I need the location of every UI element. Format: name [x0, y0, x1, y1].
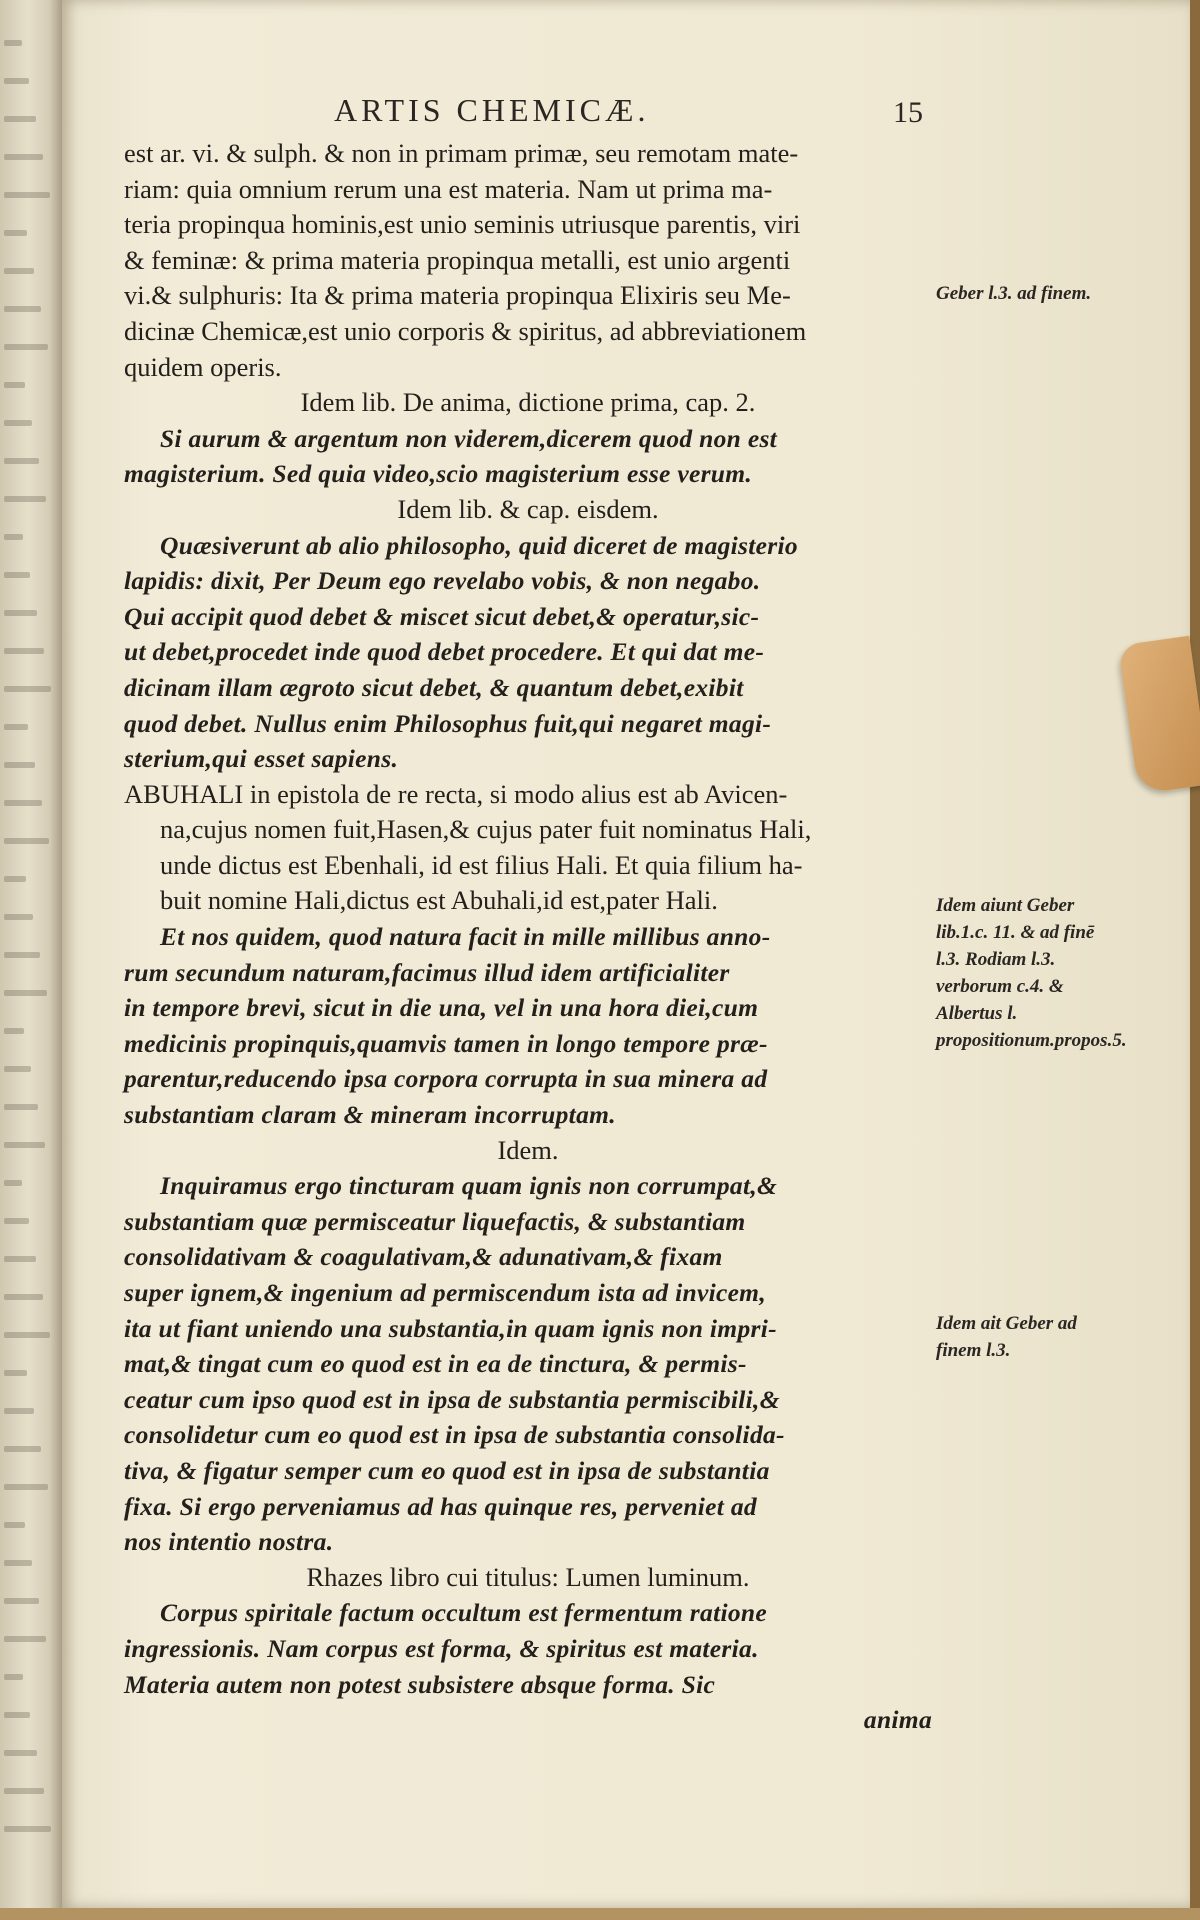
- quote-line: in tempore brevi, sicut in die una, vel in una hora diei,cum: [124, 993, 759, 1023]
- facing-page-text-trace: [4, 724, 28, 730]
- quote-line: sterium,qui esset sapiens.: [124, 744, 399, 774]
- quote-line: consolidetur cum eo quod est in ipsa de substantia consolida-: [124, 1420, 785, 1450]
- quote-line: tiva, & figatur semper cum eo quod est in ipsa de substantia: [124, 1455, 770, 1485]
- facing-page-text-trace: [4, 1484, 48, 1490]
- margin-note: Geber l.3. ad finem.: [936, 283, 1092, 304]
- facing-page-text-trace: [4, 1522, 25, 1528]
- facing-page-text-trace: [4, 1256, 36, 1262]
- quote-line: nos intentio nostra.: [124, 1527, 334, 1557]
- facing-page-text-trace: [4, 458, 39, 464]
- section-heading: Idem lib. & cap. eisdem.: [397, 493, 659, 524]
- text-line: dicinæ Chemicæ,est unio corporis & spiritus, ad abbreviationem: [124, 315, 807, 346]
- facing-page-text-trace: [4, 686, 51, 692]
- margin-note: Idem aiunt Geber lib.1.c. 11. & ad finē l.3. Rodiam l.3. verborum c.4. & Albertus l. propositionum.propos.5.: [936, 895, 1127, 1051]
- quote-line: rum secundum naturam,facimus illud idem artificialiter: [124, 957, 730, 987]
- facing-page-text-trace: [4, 154, 43, 160]
- facing-page-text-trace: [4, 382, 25, 388]
- facing-page-text-trace: [4, 1750, 37, 1756]
- facing-page-text-trace: [4, 1408, 34, 1414]
- facing-page-text-trace: [4, 1104, 38, 1110]
- facing-page-text-trace: [4, 572, 30, 578]
- page-number: 15: [893, 96, 923, 129]
- text-line: na,cujus nomen fuit,Hasen,& cujus pater fuit nominatus Hali,: [160, 814, 812, 845]
- facing-page-text-trace: [4, 344, 48, 350]
- facing-page-text-trace: [4, 1712, 30, 1718]
- facing-page-text-trace: [4, 876, 26, 882]
- text-line: riam: quia omnium rerum una est materia. Nam ut prima ma-: [124, 173, 773, 204]
- facing-page-text-trace: [4, 40, 22, 46]
- quote-line: lapidis: dixit, Per Deum ego revelabo vobis, & non negabo.: [124, 566, 761, 596]
- facing-page-text-trace: [4, 914, 33, 920]
- facing-page-text-trace: [4, 1636, 46, 1642]
- quote-line: quod debet. Nullus enim Philosophus fuit,qui negaret magi-: [124, 708, 772, 738]
- margin-note: Idem ait Geber ad finem l.3.: [936, 1313, 1077, 1361]
- facing-page-text-trace: [4, 496, 46, 502]
- quote-line: Qui accipit quod debet & miscet sicut debet,& operatur,sic-: [124, 601, 760, 631]
- quote-line: magisterium. Sed quia video,scio magisterium esse verum.: [124, 459, 753, 489]
- quote-line: Si aurum & argentum non viderem,dicerem quod non est: [160, 423, 778, 453]
- facing-page-text-trace: [4, 1218, 29, 1224]
- facing-page-text-trace: [4, 648, 44, 654]
- text-line: vi.& sulphuris: Ita & prima materia propinqua Elixiris seu Me-: [124, 280, 791, 311]
- facing-page-text-trace: [4, 306, 41, 312]
- facing-page-text-trace: [4, 230, 27, 236]
- text-line: ABUHALI in epistola de re recta, si modo alius est ab Avicen-: [124, 778, 788, 809]
- facing-page-text-trace: [4, 78, 29, 84]
- quote-line: super ignem,& ingenium ad permiscendum ista ad invicem,: [124, 1278, 766, 1307]
- facing-page-text-trace: [4, 1028, 24, 1034]
- facing-page-text-trace: [4, 838, 49, 844]
- facing-page-text-trace: [4, 610, 37, 616]
- facing-page-text-trace: [4, 1294, 43, 1300]
- facing-page-text-trace: [4, 1826, 51, 1832]
- quote-line: fixa. Si ergo pervenіamus ad has quinque res, perveniet ad: [124, 1491, 757, 1521]
- facing-page-text-trace: [4, 1180, 22, 1186]
- quote-line: substantiam quæ permisceatur liquefactis, & substantiam: [124, 1206, 746, 1236]
- text-line: quidem operis.: [124, 351, 282, 382]
- facing-page-text-trace: [4, 762, 35, 768]
- quote-line: ut debet,procedet inde quod debet procedere. Et qui dat me-: [124, 637, 765, 667]
- quote-line: Et nos quidem, quod natura facit in mille millibus anno-: [160, 922, 771, 952]
- catchword: anima: [863, 1705, 932, 1735]
- facing-page-text-trace: [4, 1332, 50, 1338]
- facing-page-text-trace: [4, 1788, 44, 1794]
- facing-page-text-trace: [4, 420, 32, 426]
- quote-line: Inquiramus ergo tincturam quam ignis non corrumpat,&: [160, 1171, 778, 1201]
- facing-page-text-trace: [4, 990, 47, 996]
- text-line: & feminæ: & prima materia propinqua metalli, est unio argenti: [124, 244, 791, 275]
- quote-line: ingressionis. Nam corpus est forma, & spiritus est materia.: [124, 1633, 759, 1663]
- facing-page-text-trace: [4, 1674, 23, 1680]
- facing-page-text-trace: [4, 1560, 32, 1566]
- running-header: ARTIS CHEMICÆ.: [334, 92, 650, 128]
- quote-line: mat,& tingat cum eo quod est in ea de tinctura, & permis-: [124, 1349, 747, 1379]
- quote-line: medicinis propinquis,quamvis tamen in longo tempore præ-: [124, 1028, 768, 1058]
- facing-page-text-trace: [4, 1446, 41, 1452]
- quote-line: Materia autem non potest subsistere absque forma. Sic: [124, 1669, 716, 1699]
- quote-line: substantiam claram & mineram incorruptam.: [124, 1100, 616, 1130]
- book-cover-edge: [0, 1908, 1200, 1920]
- quote-line: Corpus spiritale factum occultum est fermentum ratione: [160, 1598, 767, 1628]
- quote-line: consolidativam & coagulativam,& adunativam,& fixam: [124, 1242, 723, 1272]
- section-heading: Idem.: [497, 1134, 559, 1165]
- facing-page-text-trace: [4, 1598, 39, 1604]
- text-line: teria propinqua hominis,est unio seminis utriusque parentis, viri: [124, 209, 801, 240]
- section-heading: Idem lib. De anima, dictione prima, cap. 2.: [300, 387, 756, 418]
- facing-page-text-trace: [4, 192, 50, 198]
- quote-line: parentur,reducendo ipsa corpora corrupta in sua minera ad: [124, 1064, 768, 1094]
- text-block-intro: [124, 136, 932, 1738]
- quote-line: ceatur cum ipso quod est in ipsa de substantia permiscibili,&: [124, 1384, 780, 1414]
- quote-line: ita ut fiant uniendo una substantia,in quam ignis non impri-: [124, 1313, 777, 1343]
- facing-page-text-trace: [4, 800, 42, 806]
- quote-line: Quæsiverunt ab alio philosopho, quid diceret de magisterio: [160, 530, 798, 560]
- facing-page-text-trace: [4, 1370, 27, 1376]
- facing-page-text-trace: [4, 116, 36, 122]
- text-line: buit nomine Hali,dictus est Abuhali,id est,pater Hali.: [160, 885, 718, 916]
- section-heading: Rhazes libro cui titulus: Lumen luminum.: [306, 1561, 750, 1592]
- text-line: unde dictus est Ebenhali, id est filius Hali. Et quia filium ha-: [160, 849, 803, 880]
- facing-page-text-trace: [4, 952, 40, 958]
- quote-line: dicinam illam ægroto sicut debet, & quantum debet,exibit: [124, 672, 744, 702]
- text-line: est ar. vi. & sulph. & non in primam primæ, seu remotam mate-: [124, 138, 799, 168]
- facing-page-text-trace: [4, 268, 34, 274]
- facing-page-text-trace: [4, 534, 23, 540]
- facing-page-text-trace: [4, 1142, 45, 1148]
- facing-page-text-trace: [4, 1066, 31, 1072]
- book-spine-left-page: [0, 0, 64, 1920]
